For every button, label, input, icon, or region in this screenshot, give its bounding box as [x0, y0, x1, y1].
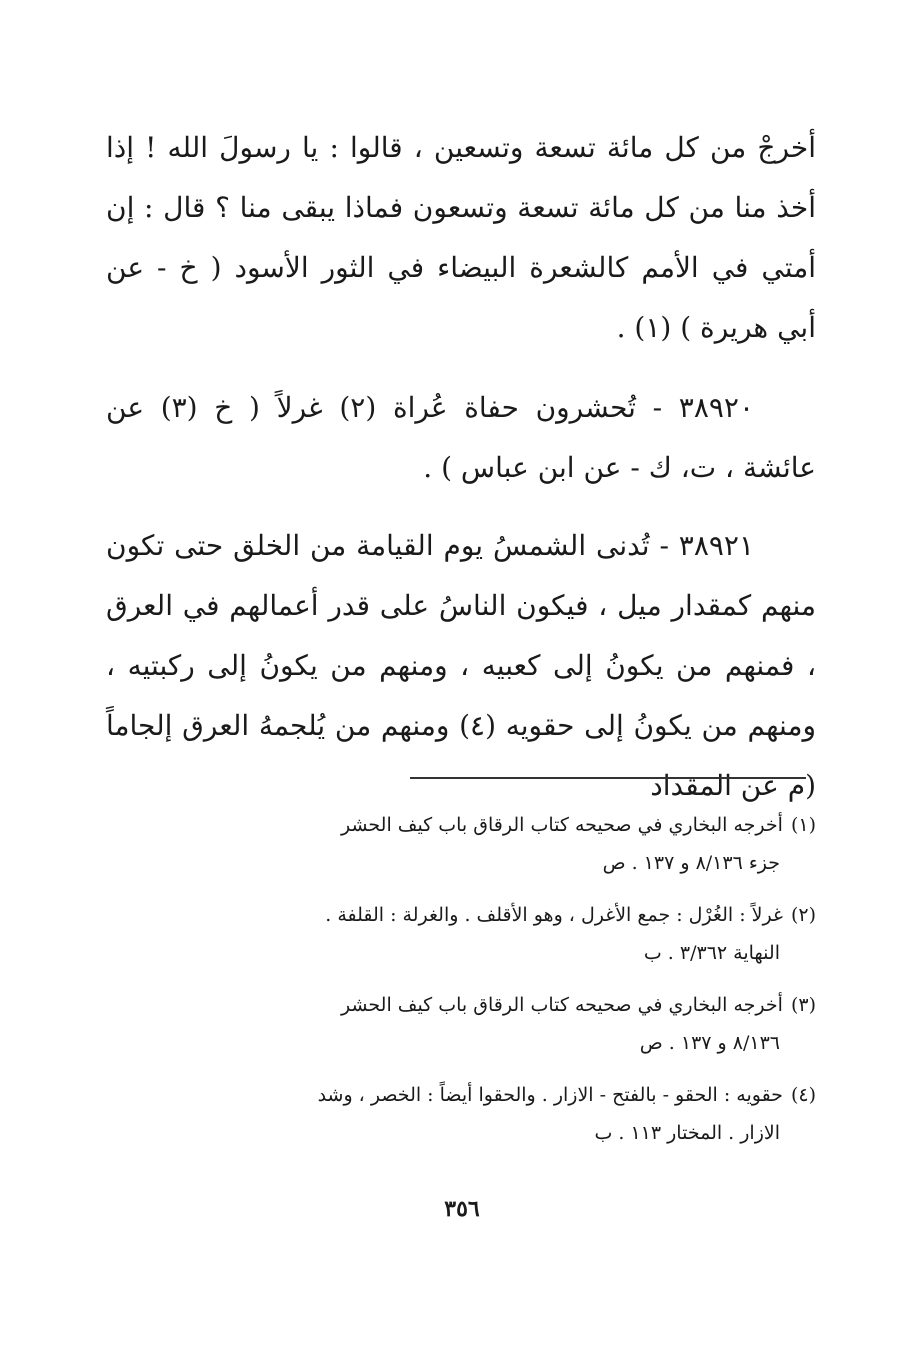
main-paragraph-continuation: أخرجْ من كل مائة تسعة وتسعين ، قالوا : يا رسولَ الله ! إذا أخذ منا من كل مائة تسعة وتسعون فماذا يبقى منا ؟ قال : إن أمتي في الأمم كالشعرة البيضاء في الثور الأسود ( خ - عن أبي هريرة ) (١) .: [106, 131, 816, 344]
footnote-3: [116, 986, 816, 1062]
footnote-4: [116, 1076, 816, 1152]
footnote-divider: [410, 777, 806, 779]
footnote-text: حقويه : الحقو - بالفتح - الازار . والحقوا أيضاً : الخصر ، وشد: [317, 1084, 783, 1106]
footnote-text-line2: جزء ٨/١٣٦ و ١٣٧ . ص: [602, 852, 780, 874]
footnote-number: (١): [790, 814, 816, 836]
page-number: ٣٥٦: [444, 1196, 480, 1222]
footnote-number: (٢): [790, 904, 816, 926]
hadith-38920: ٣٨٩٢٠ - تُحشرون حفاة عُراة (٢) غرلاً ( خ (٣) عن عائشة ، ت، ك - عن ابن عباس ) .: [106, 391, 816, 484]
footnote-text-line2: الازار . المختار ١١٣ . ب: [594, 1122, 780, 1144]
footnote-text: غرلاً : الغُرْل : جمع الأغرل ، وهو الأقلف . والغرلة : القلفة .: [325, 904, 783, 926]
footnote-text-line2: ٨/١٣٦ و ١٣٧ . ص: [639, 1032, 780, 1054]
footnote-2: [116, 896, 816, 972]
footnote-number: (٣): [790, 994, 816, 1016]
footnote-text: أخرجه البخاري في صحيحه كتاب الرقاق باب كيف الحشر: [340, 814, 783, 836]
footnote-text: أخرجه البخاري في صحيحه كتاب الرقاق باب كيف الحشر: [340, 994, 783, 1016]
footnote-text-line2: النهاية ٣/٣٦٢ . ب: [643, 942, 780, 964]
hadith-38921: ٣٨٩٢١ - تُدنى الشمسُ يوم القيامة من الخلق حتى تكون منهم كمقدار ميل ، فيكون الناسُ على قدر أعمالهم في العرق ، فمنهم من يكونُ إلى كعبيه ، ومنهم من يكونُ إلى ركبتيه ، ومنهم من يكونُ إلى حقويه (٤) ومنهم من يُلجمهُ العرق إلجاماً (م عن المقداد: [106, 529, 816, 802]
footnote-1: [116, 806, 816, 882]
footnote-number: (٤): [790, 1084, 816, 1106]
